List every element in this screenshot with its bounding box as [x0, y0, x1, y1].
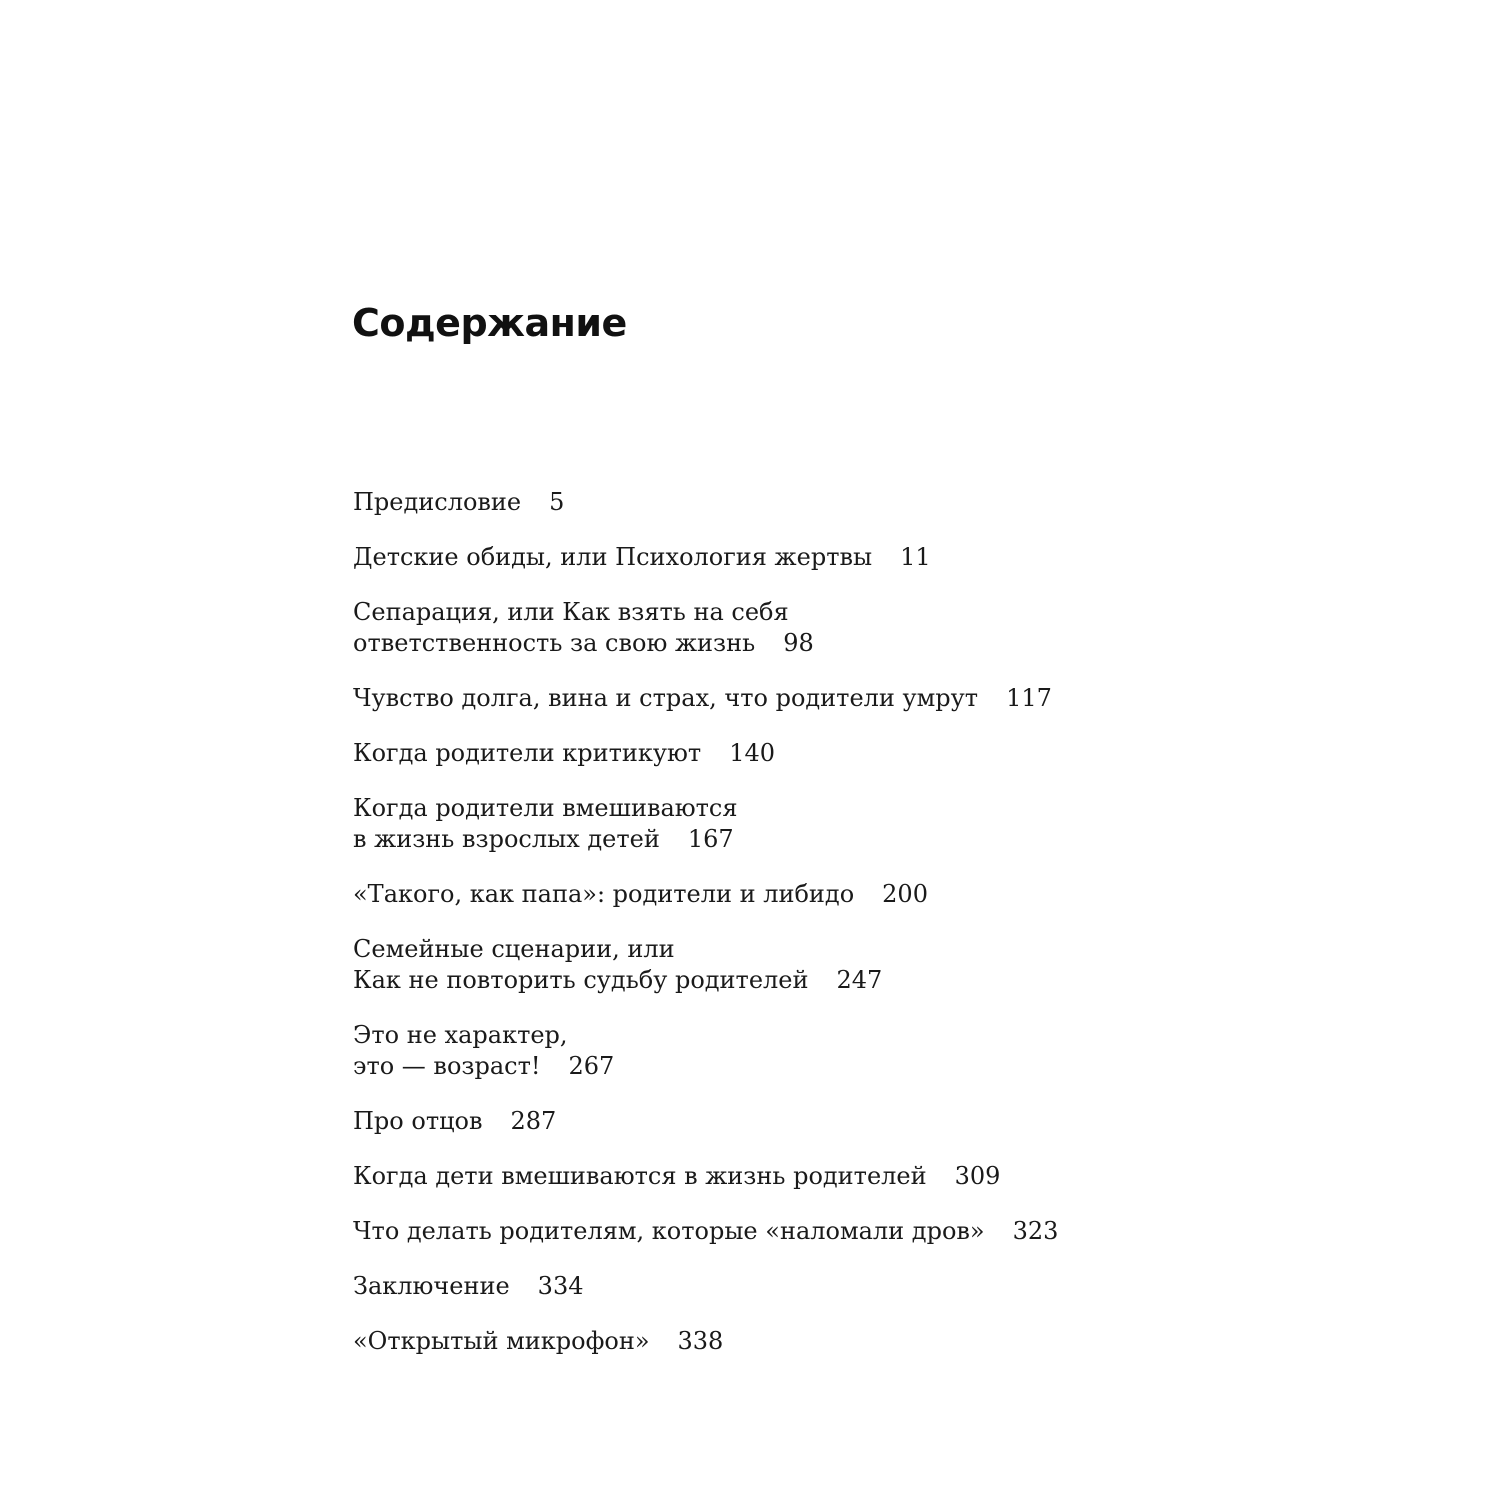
toc-entry-page-number: 98: [783, 629, 814, 657]
toc-entry-title-text: Про отцов: [353, 1107, 483, 1135]
toc-entry[interactable]: [353, 1216, 1058, 1247]
table-of-contents: [353, 487, 1058, 1381]
toc-entry-title-line: [353, 628, 1058, 659]
toc-entry[interactable]: [353, 1326, 1058, 1357]
toc-entry-title-text: Предисловие: [353, 488, 522, 516]
toc-entry-page-number: 267: [568, 1052, 615, 1080]
toc-entry[interactable]: [353, 597, 1058, 659]
toc-entry-title-text: Когда родители критикуют: [353, 739, 702, 767]
toc-entry-title-line: [353, 1161, 1058, 1192]
toc-entry-title-text: Как не повторить судьбу родителей: [353, 966, 809, 994]
toc-entry-page-number: 338: [677, 1327, 724, 1355]
toc-entry-title-line: [353, 1271, 1058, 1302]
toc-entry-title-line: [353, 824, 1058, 855]
toc-entry[interactable]: [353, 1020, 1058, 1082]
toc-entry-title-text: в жизнь взрослых детей: [353, 825, 660, 853]
toc-entry-title-text: Что делать родителям, которые «наломали дров»: [353, 1217, 985, 1245]
toc-entry-title-text: это — возраст!: [353, 1052, 541, 1080]
toc-entry-title-line: [353, 965, 1058, 996]
toc-entry-title-line: Сепарация, или Как взять на себя: [353, 598, 789, 626]
toc-entry[interactable]: [353, 1106, 1058, 1137]
toc-entry-title-line: [353, 1106, 1058, 1137]
toc-entry[interactable]: [353, 1161, 1058, 1192]
toc-entry-title-text: ответственность за свою жизнь: [353, 629, 756, 657]
toc-entry-page-number: 309: [954, 1162, 1001, 1190]
toc-entry-page-number: 5: [549, 488, 565, 516]
toc-entry-title-line: [353, 1216, 1058, 1247]
toc-entry-title-line: Это не характер,: [353, 1021, 568, 1049]
toc-entry[interactable]: [353, 487, 1058, 518]
toc-entry-page-number: 167: [687, 825, 734, 853]
toc-entry[interactable]: [353, 793, 1058, 855]
toc-entry-page-number: 140: [729, 739, 775, 767]
toc-entry[interactable]: [353, 934, 1058, 996]
toc-entry[interactable]: [353, 1271, 1058, 1302]
toc-entry-title-line: [353, 1326, 1058, 1357]
toc-entry-page-number: 247: [836, 966, 883, 994]
toc-entry-title-text: «Открытый микрофон»: [353, 1327, 650, 1355]
toc-entry[interactable]: [353, 542, 1058, 573]
toc-entry-title-text: Заключение: [353, 1272, 510, 1300]
toc-entry-title-line: [353, 738, 1058, 769]
toc-entry-title-line: Семейные сценарии, или: [353, 935, 675, 963]
toc-entry-title-text: Чувство долга, вина и страх, что родители умрут: [353, 684, 979, 712]
toc-entry-page-number: 117: [1006, 684, 1052, 712]
page-title: Содержание: [352, 301, 627, 345]
toc-entry-title-text: Когда дети вмешиваются в жизнь родителей: [353, 1162, 927, 1190]
toc-entry-page-number: 323: [1012, 1217, 1059, 1245]
toc-entry[interactable]: [353, 683, 1058, 714]
toc-entry-title-text: Детские обиды, или Психология жертвы: [353, 543, 873, 571]
toc-entry[interactable]: [353, 879, 1058, 910]
toc-entry-page-number: 287: [510, 1107, 557, 1135]
toc-entry-title-text: «Такого, как папа»: родители и либидо: [353, 880, 855, 908]
toc-entry-page-number: 200: [882, 880, 928, 908]
toc-entry-title-line: [353, 879, 1058, 910]
toc-entry-page-number: 11: [900, 543, 931, 571]
toc-entry[interactable]: [353, 738, 1058, 769]
toc-entry-title-line: Когда родители вмешиваются: [353, 794, 738, 822]
toc-entry-title-line: [353, 683, 1058, 714]
toc-entry-page-number: 334: [537, 1272, 584, 1300]
toc-entry-title-line: [353, 1051, 1058, 1082]
toc-entry-title-line: [353, 487, 1058, 518]
toc-entry-title-line: [353, 542, 1058, 573]
